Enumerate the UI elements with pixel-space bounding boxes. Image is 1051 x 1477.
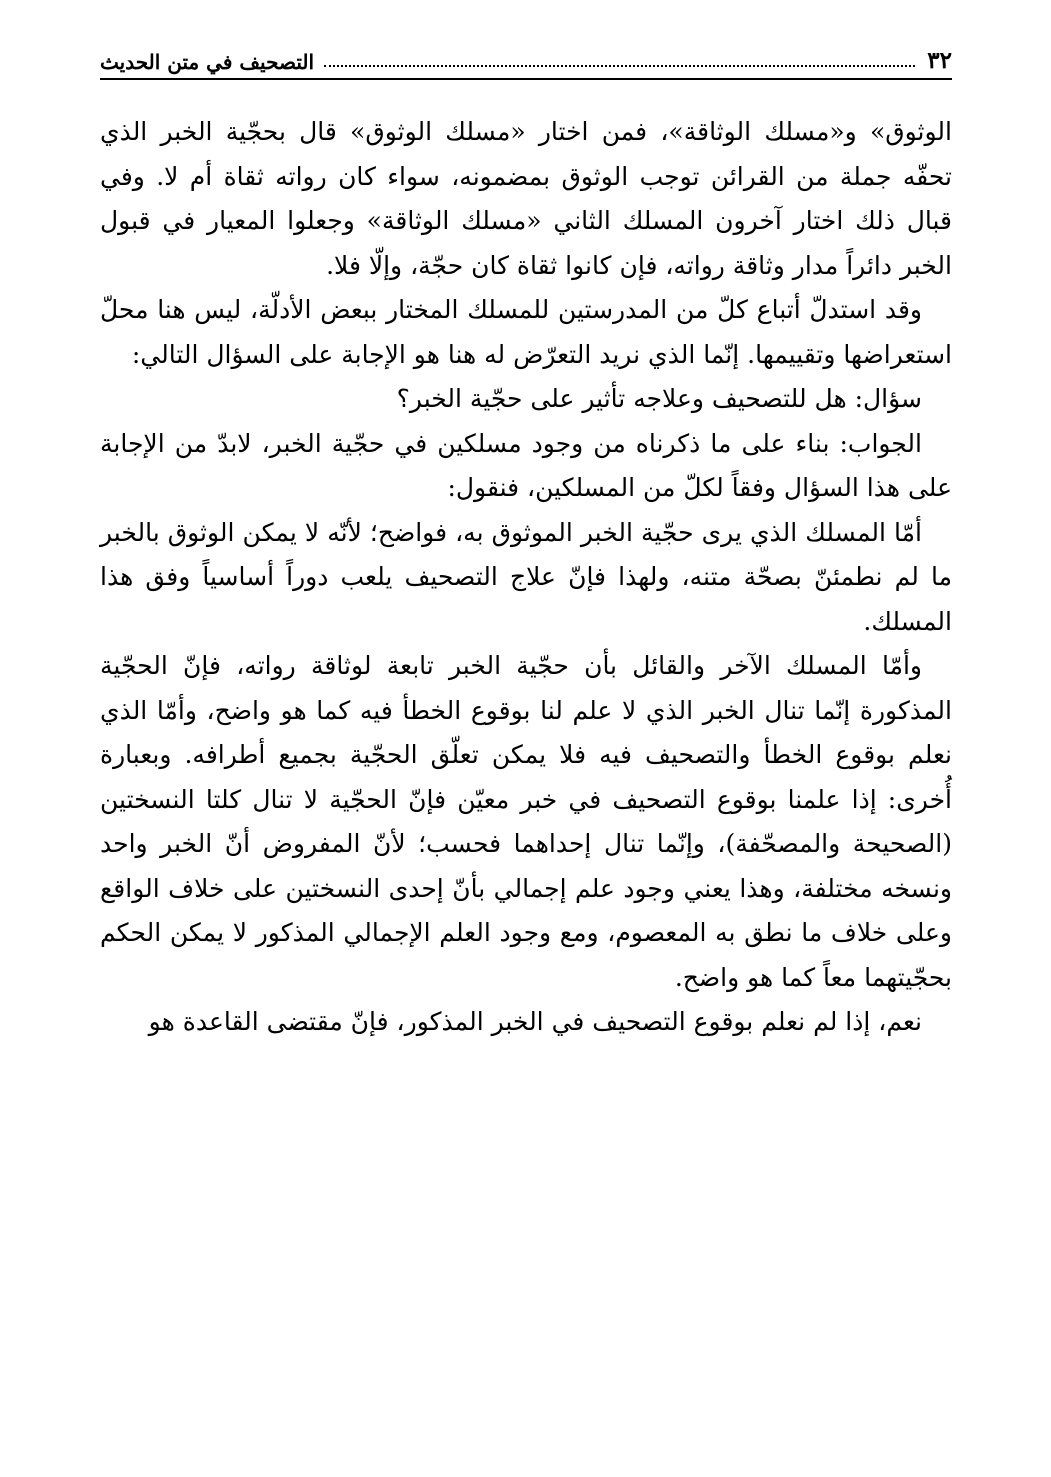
paragraph: وقد استدلّ أتباع كلّ من المدرستين للمسلك المختار ببعض الأدلّة، ليس هنا محلّ استعراضها وتقييمها. إنّما الذي نريد التعرّض له هنا هو الإجابة على السؤال التالي: [100, 295, 952, 369]
paragraph-question: سؤال: هل للتصحيف وعلاجه تأثير على حجّية الخبر؟ [396, 384, 922, 413]
paragraph-continuation: الوثوق» و«مسلك الوثاقة»، فمن اختار «مسلك الوثوق» قال بحجّية الخبر الذي تحفّه جملة من القرائن توجب الوثوق بمضمونه، سواء كان رواته ثقاة أم لا. وفي قبال ذلك اختار آخرون المسلك الثاني «مسلك الوثاقة» وجعلوا المعيار في قبول الخبر دائراً مدار وثاقة رواته، فإن كانوا ثقاة كان حجّة، وإلّا فلا. [100, 117, 952, 280]
body-text [100, 110, 952, 1045]
header-rule [100, 78, 952, 80]
running-title: التصحيف في متن الحديث [100, 50, 315, 74]
paragraph: نعم، إذا لم نعلم بوقوع التصحيف في الخبر المذكور، فإنّ مقتضى القاعدة هو [148, 1007, 922, 1036]
running-header [100, 38, 952, 72]
paragraph-answer: الجواب: بناء على ما ذكرناه من وجود مسلكين في حجّية الخبر، لابدّ من الإجابة على هذا السؤال وفقاً لكلّ من المسلكين، فنقول: [100, 428, 952, 502]
page-number: ٣٢ [927, 47, 952, 74]
book-page [100, 38, 952, 1045]
paragraph: وأمّا المسلك الآخر والقائل بأن حجّية الخبر تابعة لوثاقة رواته، فإنّ الحجّية المذكورة إنّما تنال الخبر الذي لا علم لنا بوقوع الخطأ فيه كما هو واضح، وأمّا الذي نعلم بوقوع الخطأ والتصحيف فيه فلا يمكن تعلّق الحجّية بجميع أطرافه. وبعبارة أُخرى: إذا علمنا بوقوع التصحيف في خبر معيّن فإنّ الحجّية لا تنال كلتا النسختين (الصحيحة والمصحّفة)، وإنّما تنال إحداهما فحسب؛ لأنّ المفروض أنّ الخبر واحد ونسخه مختلفة، وهذا يعني وجود علم إجمالي بأنّ إحدى النسختين على خلاف الواقع وعلى خلاف ما نطق به المعصوم، ومع وجود العلم الإجمالي المذكور لا يمكن الحكم بحجّيتهما معاً كما هو واضح. [100, 651, 952, 992]
paragraph: أمّا المسلك الذي يرى حجّية الخبر الموثوق به، فواضح؛ لأنّه لا يمكن الوثوق بالخبر ما لم نطمئنّ بصحّة متنه، ولهذا فإنّ علاج التصحيف يلعب دوراً أساسياً وفق هذا المسلك. [100, 517, 952, 636]
dotted-leader [324, 65, 915, 67]
